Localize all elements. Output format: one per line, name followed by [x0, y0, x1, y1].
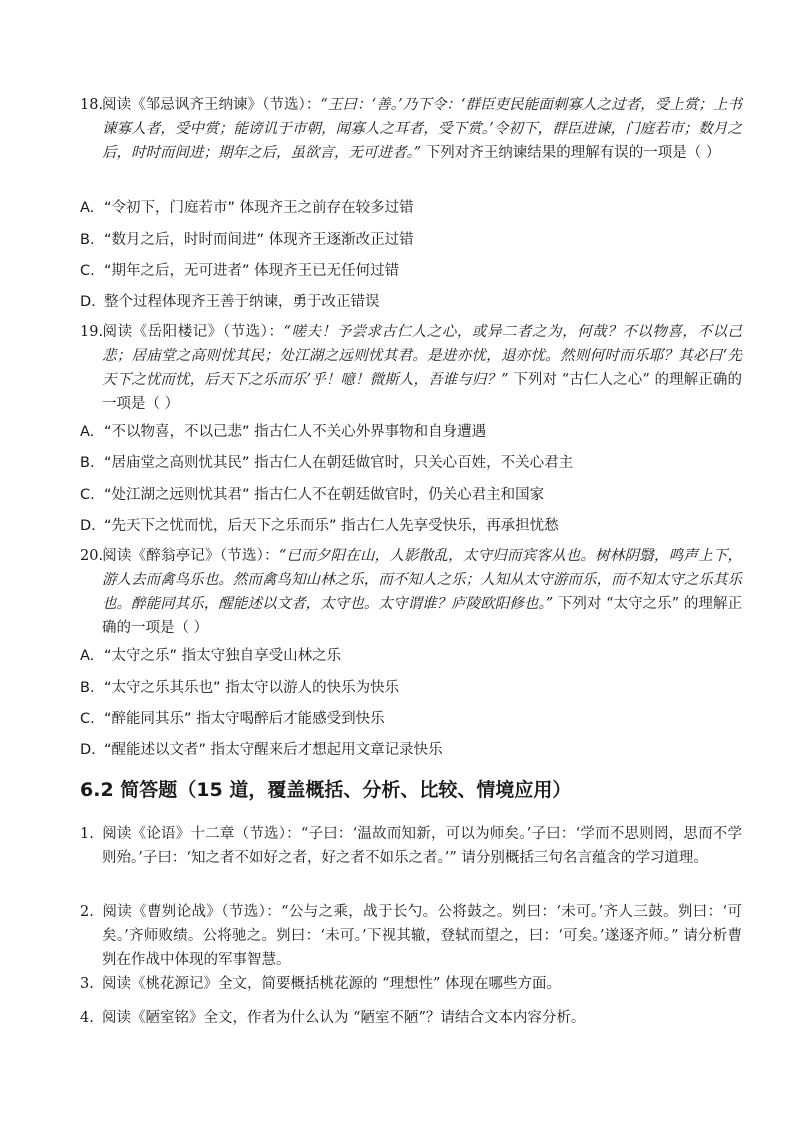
question-quote: “已而夕阳在山，人影散乱，太守归而宾客从也。树林阴翳，鸣声上下，游人去而禽鸟乐也。然而禽鸟知山林之乐，而不知人之乐；人知从太守游而乐，而不知太守之乐其乐也。醉能同其乐，醒能述以文者，太守也。太守谓谁？庐陵欧阳修也。”	[102, 548, 742, 612]
option-d	[80, 514, 720, 538]
option-c	[80, 707, 720, 731]
option-letter: D.	[80, 518, 96, 534]
option-text: “期年之后，无可进者” 体现齐王已无任何过错	[104, 263, 400, 279]
option-letter: C.	[80, 487, 95, 503]
short-answer-3	[80, 972, 742, 996]
short-answer-2	[80, 900, 742, 972]
question-intro: 阅读《醉翁亭记》（节选）：	[102, 548, 279, 564]
option-text: “数月之后，时时而间进” 体现齐王逐渐改正过错	[104, 232, 414, 248]
question-19	[80, 320, 742, 416]
option-a	[80, 644, 720, 668]
option-a	[80, 420, 720, 444]
option-d	[80, 738, 720, 762]
option-letter: D.	[80, 294, 96, 310]
option-letter: C.	[80, 263, 95, 279]
option-c	[80, 483, 720, 507]
question-number: 20.	[80, 548, 104, 564]
option-text: “不以物喜，不以己悲” 指古仁人不关心外界事物和自身遭遇	[104, 424, 487, 440]
option-letter: C.	[80, 711, 95, 727]
option-d	[80, 290, 720, 314]
question-18	[80, 93, 742, 165]
section-heading: 6.2 简答题（15 道，覆盖概括、分析、比较、情境应用）	[80, 779, 572, 801]
option-a	[80, 196, 720, 220]
question-number: 4.	[80, 1010, 94, 1026]
question-intro: 阅读《曹刿论战》（节选）：	[102, 904, 282, 920]
question-intro: 阅读《岳阳楼记》（节选）：	[102, 324, 284, 340]
question-prompt: 下列对 “古仁人之心” 的理解正确的一项是（ ）	[102, 372, 742, 412]
question-prompt: 阅读《桃花源记》全文，简要概括桃花源的 “理想性” 体现在哪些方面。	[102, 976, 562, 992]
option-letter: A.	[80, 200, 95, 216]
question-number: 3.	[80, 976, 94, 992]
short-answer-1	[80, 822, 742, 870]
option-text: 整个过程体现齐王善于纳谏，勇于改正错误	[104, 294, 380, 310]
option-text: “令初下，门庭若市” 体现齐王之前存在较多过错	[104, 200, 414, 216]
option-letter: B.	[80, 455, 95, 471]
option-b	[80, 228, 720, 252]
question-quote: “子曰：‘温故而知新，可以为师矣。’子曰：‘学而不思则罔，思而不学则殆。’子曰：‘知之者不如好之者，好之者不如乐之者。’”	[102, 826, 743, 866]
question-20	[80, 544, 742, 640]
question-quote: “公与之乘，战于长勺。公将鼓之。刿曰：‘未可。’齐人三鼓。刿曰：‘可矣。’齐师败绩。公将驰之。刿曰：‘未可。’下视其辙，登轼而望之，曰：‘可矣。’遂逐齐师。”	[102, 904, 743, 944]
question-prompt: 下列对 “太守之乐” 的理解正确的一项是（ ）	[102, 596, 742, 636]
option-letter: B.	[80, 680, 95, 696]
question-number: 19.	[80, 324, 104, 340]
option-letter: D.	[80, 742, 96, 758]
option-letter: A.	[80, 424, 95, 440]
option-text: “太守之乐” 指太守独自享受山林之乐	[104, 648, 342, 664]
question-quote: “嗟夫！予尝求古仁人之心，或异二者之为，何哉？不以物喜，不以己悲；居庙堂之高则忧其民；处江湖之远则忧其君。是进亦忧，退亦忧。然则何时而乐耶？其必曰‘先天下之忧而忧，后天下之乐而乐’乎！噫！微斯人，吾谁与归？”	[102, 324, 743, 388]
question-prompt: 下列对齐王纳谏结果的理解有误的一项是（ ）	[421, 145, 721, 161]
question-prompt: 请分别概括三句名言蕴含的学习道理。	[456, 850, 708, 866]
option-text: “醒能述以文者” 指太守醒来后才想起用文章记录快乐	[104, 742, 443, 758]
option-text: “太守之乐其乐也” 指太守以游人的快乐为快乐	[104, 680, 400, 696]
question-number: 1.	[80, 826, 94, 842]
option-text: “处江湖之远则忧其君” 指古仁人不在朝廷做官时，仍关心君主和国家	[104, 487, 545, 503]
question-number: 18.	[80, 97, 104, 113]
option-b	[80, 451, 720, 475]
option-text: “醉能同其乐” 指太守喝醉后才能感受到快乐	[104, 711, 385, 727]
option-b	[80, 676, 720, 700]
short-answer-4	[80, 1006, 742, 1030]
option-text: “居庙堂之高则忧其民” 指古仁人在朝廷做官时，只关心百姓，不关心君主	[104, 455, 574, 471]
option-letter: A.	[80, 648, 95, 664]
question-intro: 阅读《邹忌讽齐王纳谏》（节选）：	[102, 97, 321, 113]
question-quote: “王曰：‘善。’乃下令：‘群臣吏民能面刺寡人之过者，受上赏；上书谏寡人者，受中赏；能谤讥于市朝，闻寡人之耳者，受下赏。’令初下，群臣进谏，门庭若市；数月之后，时时而间进；期年之后，虽欲言，无可进者。”	[102, 97, 742, 161]
question-intro: 阅读《论语》十二章（节选）：	[102, 826, 301, 842]
option-text: “先天下之忧而忧，后天下之乐而乐” 指古仁人先享受快乐，再承担忧愁	[104, 518, 559, 534]
question-number: 2.	[80, 904, 94, 920]
question-prompt: 请分析曹刿在作战中体现的军事智慧。	[102, 928, 742, 968]
option-c	[80, 259, 720, 283]
option-letter: B.	[80, 232, 95, 248]
question-prompt: 阅读《陋室铭》全文，作者为什么认为 “陋室不陋”？请结合文本内容分析。	[102, 1010, 586, 1026]
